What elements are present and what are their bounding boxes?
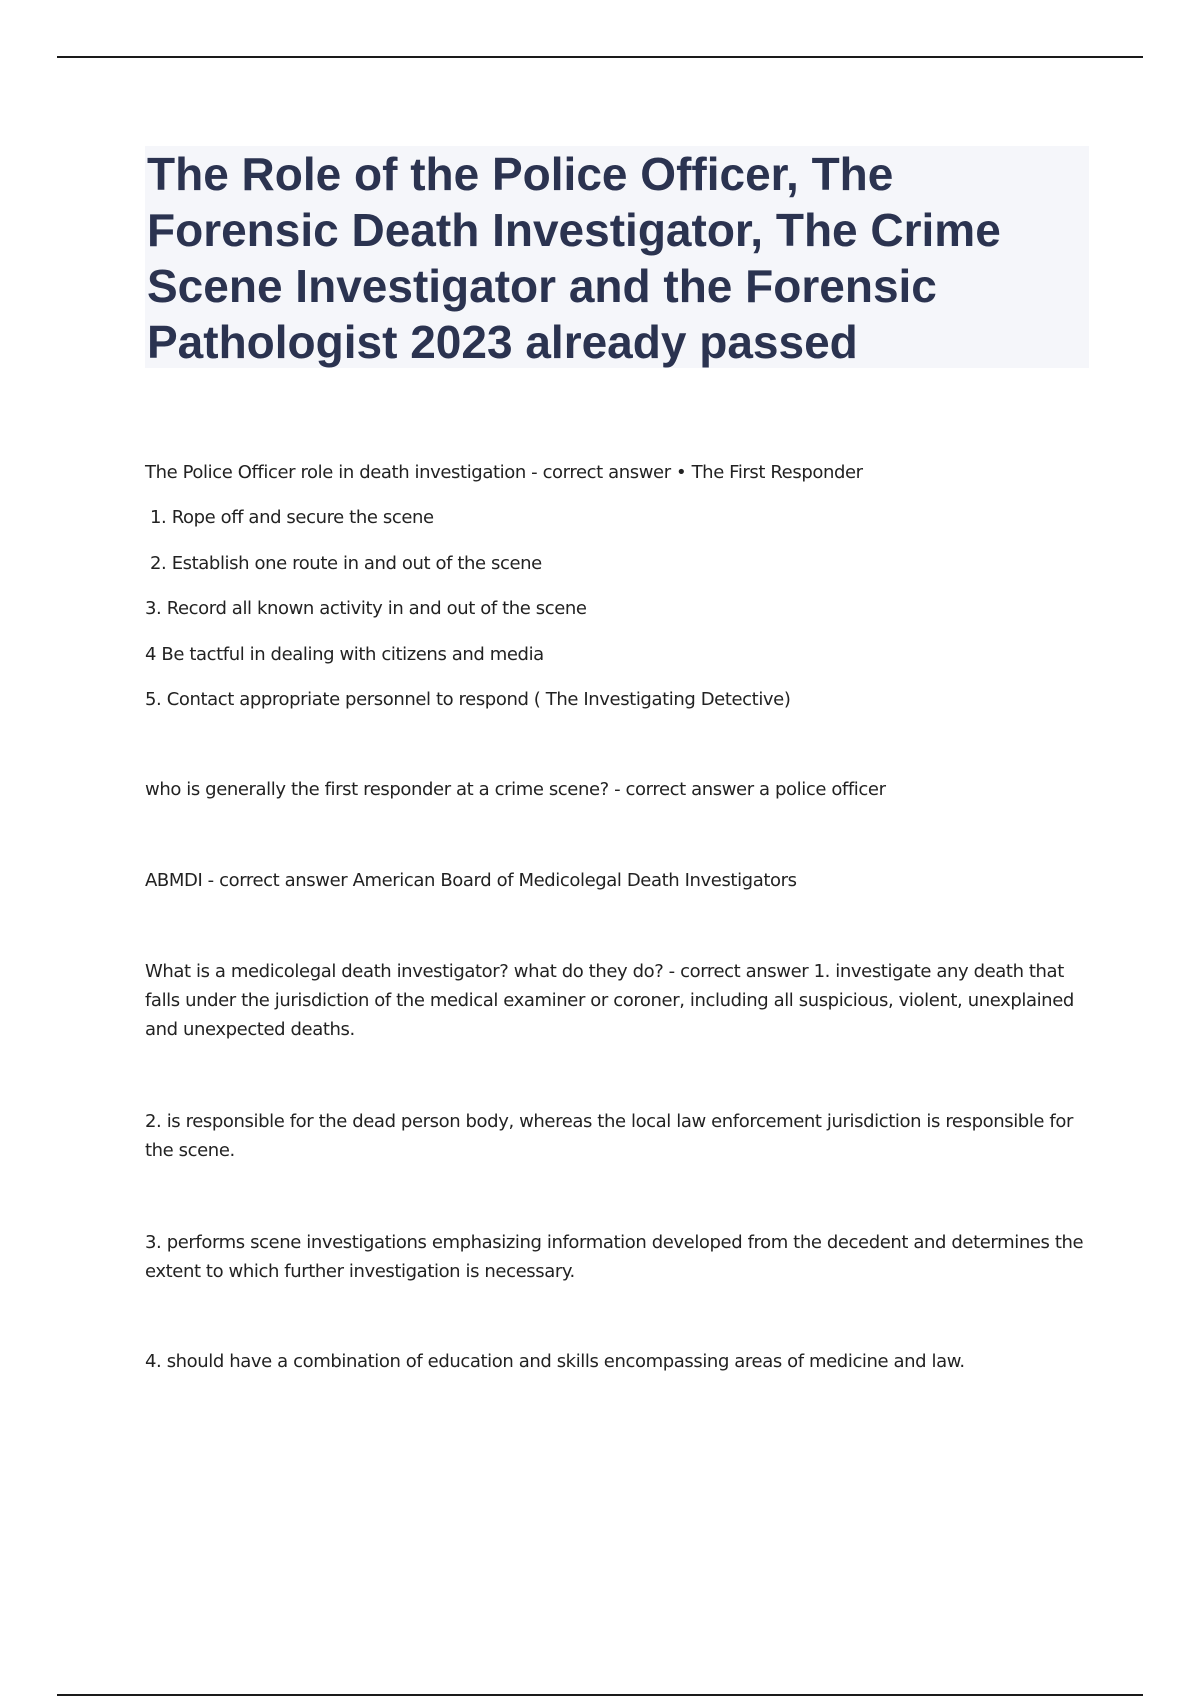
list-item: 4 Be tactful in dealing with citizens and media [145, 644, 544, 665]
list-item: 5. Contact appropriate personnel to respond ( The Investigating Detective) [145, 689, 791, 710]
question-police-officer-role: The Police Officer role in death investigation - correct answer • The First Responder [145, 462, 863, 483]
question-abmdi: ABMDI - correct answer American Board of Medicolegal Death Investigators [145, 870, 797, 891]
list-item: 3. Record all known activity in and out of the scene [145, 598, 587, 619]
bottom-rule [57, 1694, 1143, 1696]
question-first-responder: who is generally the first responder at a crime scene? - correct answer a police officer [145, 779, 886, 800]
list-item: 1. Rope off and secure the scene [150, 507, 434, 528]
list-item: 2. Establish one route in and out of the scene [150, 553, 542, 574]
answer-point: 2. is responsible for the dead person body, whereas the local law enforcement jurisdiction is responsible for the scene. [145, 1111, 1073, 1161]
top-rule [57, 56, 1143, 58]
answer-point: 4. should have a combination of education and skills encompassing areas of medicine and law. [145, 1351, 965, 1372]
question-medicolegal-investigator: What is a medicolegal death investigator? what do they do? - correct answer 1. investigate any death that falls under the jurisdiction of the medical examiner or coroner, including all suspicious, violent, unexplained and unexpected deaths. [145, 961, 1074, 1040]
title-block [145, 146, 1089, 368]
answer-point: 3. performs scene investigations emphasizing information developed from the decedent and determines the extent to which further investigation is necessary. [145, 1232, 1084, 1282]
document-title: The Role of the Police Officer, The Forensic Death Investigator, The Crime Scene Investigator and the Forensic Pathologist 2023 already passed [147, 148, 1001, 368]
